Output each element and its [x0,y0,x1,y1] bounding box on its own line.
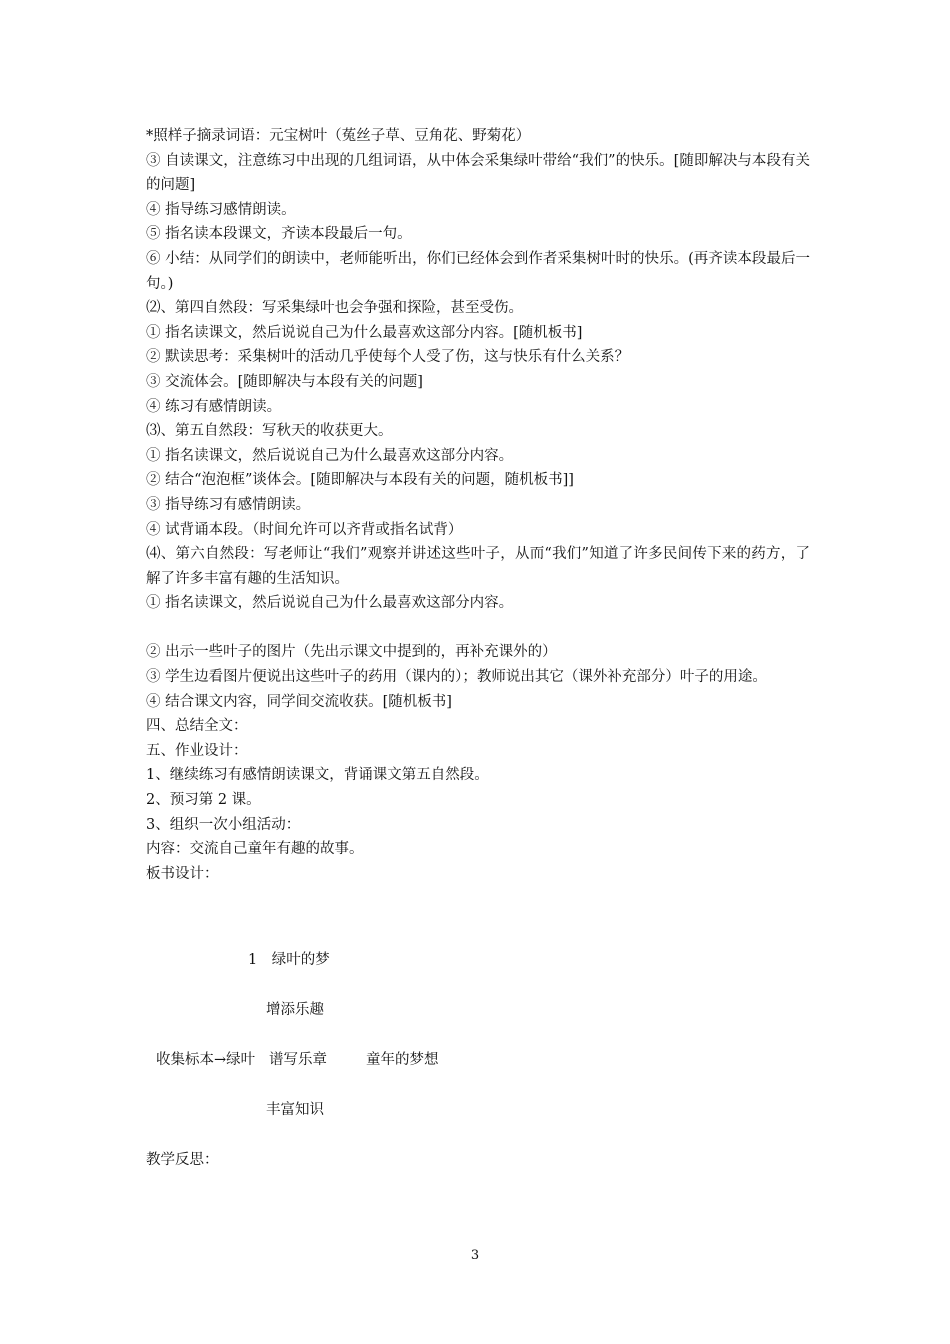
blank-line [146,616,810,641]
teaching-reflection: 教学反思： [146,1152,219,1168]
text-line: ⑥ 小结：从同学们的朗读中，老师能听出，你们已经体会到作者采集树叶时的快乐。(再齐读本段最后一句。) [146,250,810,292]
text-line: ⑤ 指名读本段课文，齐读本段最后一句。 [146,226,412,243]
page-number: 3 [470,1248,480,1263]
text-line: ④ 试背诵本段。（时间允许可以齐背或指名试背） [146,521,463,538]
board-item: 丰富知识 [266,1102,324,1118]
text-line: ⑶、第五自然段：写秋天的收获更大。 [146,423,393,440]
board-item: 谱写乐章 [269,1052,327,1068]
board-left: 收集标本→绿叶 [156,1052,256,1068]
text-line: ③ 交流体会。[随即解决与本段有关的问题] [146,373,423,390]
text-line: 2、预习第 2 课。 [146,792,261,809]
text-line: ② 结合“泡泡框”谈体会。[随即解决与本段有关的问题，随机板书]] [146,472,574,489]
text-line: 板书设计： [146,865,219,882]
text-line: ② 出示一些叶子的图片（先出示课文中提到的，再补充课外的） [146,644,557,661]
text-line: ④ 练习有感情朗读。 [146,398,282,415]
text-line: ③ 自读课文，注意练习中出现的几组词语，从中体会采集绿叶带给“我们”的快乐。[随即解决与本段有关的问题] [146,152,810,194]
text-line: ⑷、第六自然段：写老师让“我们”观察并讲述这些叶子，从而“我们”知道了许多民间传下来的药方，了解了许多丰富有趣的生活知识。 [146,546,810,587]
text-line: 3、组织一次小组活动： [146,816,301,833]
text-line: ④ 指导练习感情朗读。 [146,201,296,218]
board-title: 1 绿叶的梦 [248,952,330,968]
text-line: ① 指名读课文，然后说说自己为什么最喜欢这部分内容。 [146,447,514,464]
board-right: 童年的梦想 [366,1052,439,1068]
text-line: 四、总结全文： [146,718,248,735]
text-line: 内容：交流自己童年有趣的故事。 [146,841,364,858]
text-line: ⑵、第四自然段：写采集绿叶也会争强和探险，甚至受伤。 [146,300,523,317]
text-line: 五、作业设计： [146,742,248,759]
text-line: ③ 学生边看图片便说出这些叶子的药用（课内的）；教师说出其它（课外补充部分）叶子的用途。 [146,669,767,686]
text-line: ② 默读思考：采集树叶的活动几乎使每个人受了伤，这与快乐有什么关系？ [146,349,630,366]
text-line: ① 指名读课文，然后说说自己为什么最喜欢这部分内容。[随机板书] [146,324,583,341]
document-body [146,124,810,886]
text-line: ① 指名读课文，然后说说自己为什么最喜欢这部分内容。 [146,595,514,612]
text-line: ③ 指导练习有感情朗读。 [146,496,311,513]
text-line: *照样子摘录词语：元宝树叶（菟丝子草、豆角花、野菊花） [146,128,531,144]
board-item: 增添乐趣 [266,1002,324,1018]
text-line: 1、继续练习有感情朗读课文，背诵课文第五自然段。 [146,767,489,784]
text-line: ④ 结合课文内容，同学间交流收获。[随机板书] [146,693,452,710]
